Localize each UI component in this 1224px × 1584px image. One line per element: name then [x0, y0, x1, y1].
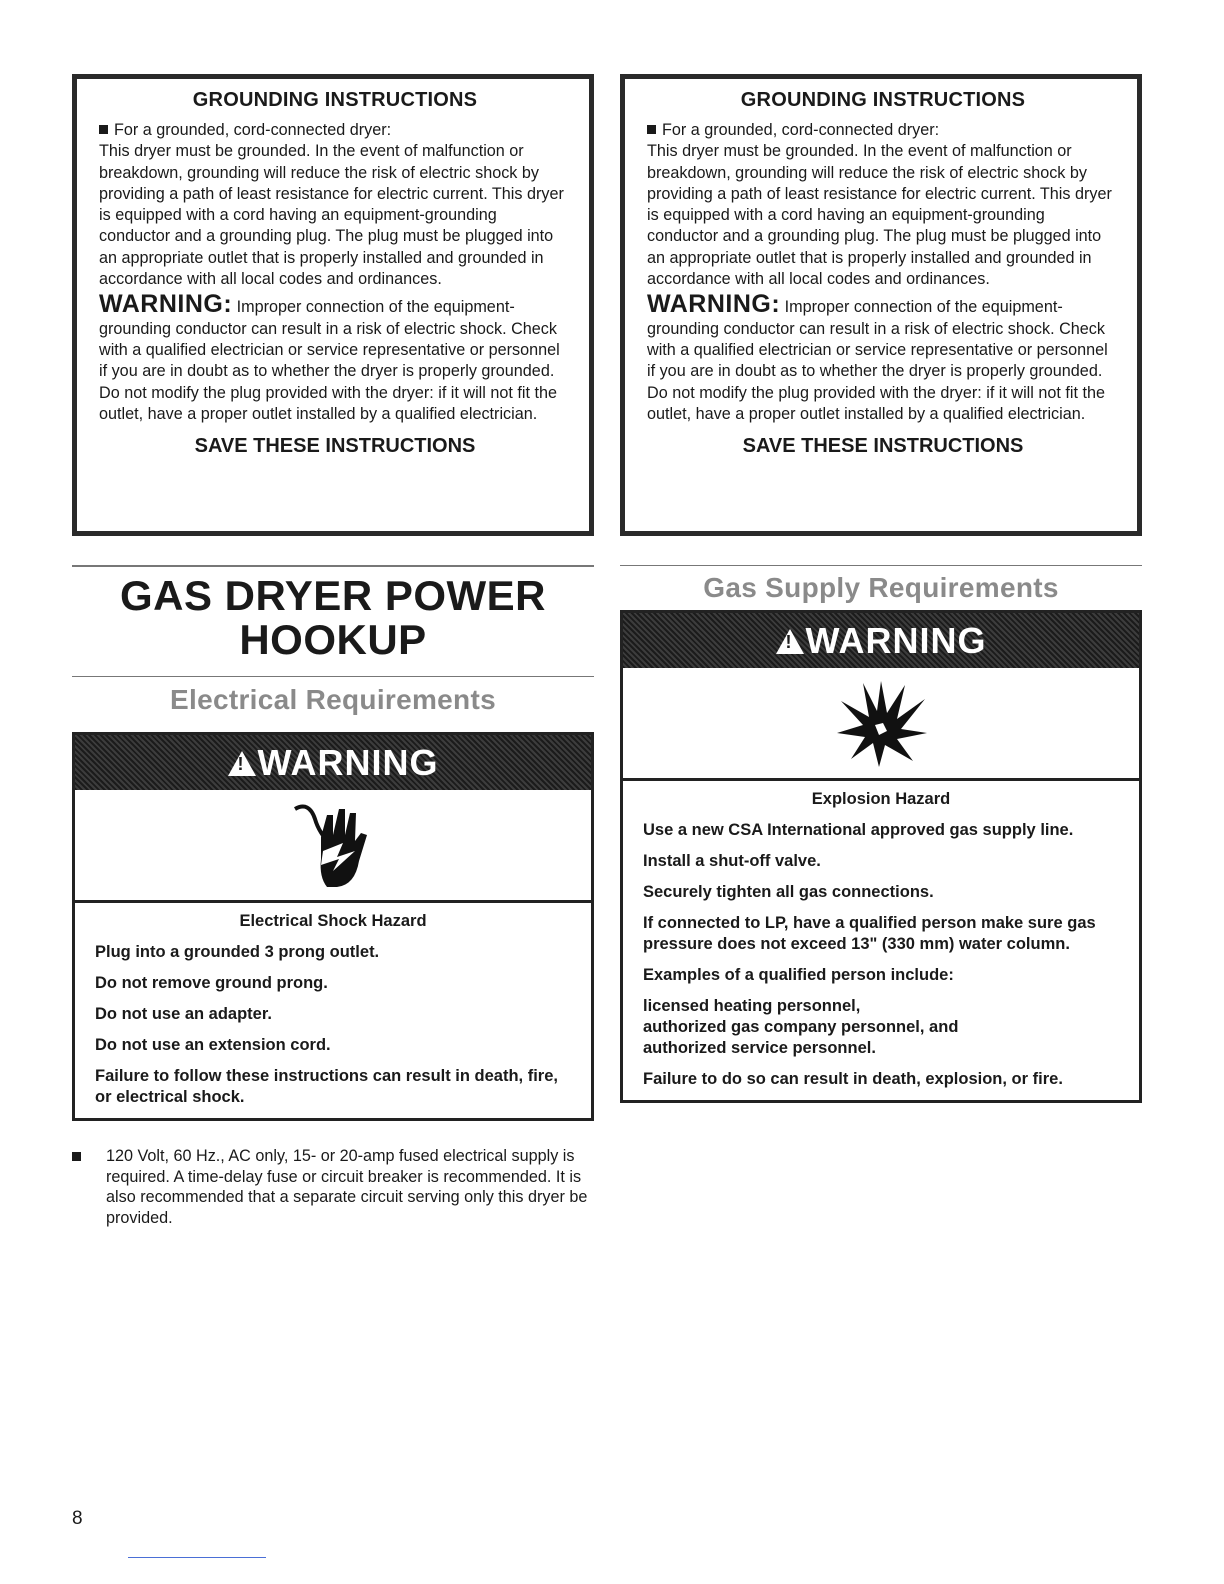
grounding-instructions-box-left [72, 74, 594, 536]
grounding-body: This dryer must be grounded. In the event of malfunction or breakdown, grounding will reduce the risk of electric shock by providing a path of least resistance for electric current. This dryer is equipped with a cord having an equipment-grounding conductor and a grounding plug. The plug must be plugged into an appropriate outlet that is properly installed and grounded in accordance with all local codes and ordinances. [99, 142, 564, 289]
warning-line: Failure to do so can result in death, explosion, or fire. [643, 1070, 1063, 1088]
warning-triangle-icon [228, 751, 256, 776]
warning-line: If connected to LP, have a qualified person make sure gas pressure does not exceed 13" (330 mm) water column. [643, 914, 1096, 953]
warning-line: Use a new CSA International approved gas supply line. [643, 821, 1074, 839]
warning-line: Do not use an extension cord. [95, 1036, 331, 1054]
warning-text: Improper connection of the equipment-grounding conductor can result in a risk of electric shock. Check with a qualified electrician or service representative or personnel if you are in doubt as to whether the dryer is properly grounded. Do not modify the plug provided with the dryer: if it will not fit the outlet, have a proper outlet installed by a qualified electrician. [647, 298, 1108, 423]
save-instructions: SAVE THESE INSTRUCTIONS [742, 435, 1024, 458]
warning-body [75, 903, 591, 1118]
explosion-icon [623, 668, 1139, 781]
warning-line: Do not use an adapter. [95, 1005, 272, 1023]
warning-label: WARNING: [647, 290, 781, 319]
page-title: GAS DRYER POWER HOOKUP [120, 572, 546, 663]
warning-text: Improper connection of the equipment-grounding conductor can result in a risk of electric shock. Check with a qualified electrician or service representative or personnel if you are in doubt as to whether the dryer is properly grounded. Do not modify the plug provided with the dryer: if it will not fit the outlet, have a proper outlet installed by a qualified electrician. [99, 298, 560, 423]
warning-banner: !WARNING [75, 735, 591, 790]
bullet-icon [647, 125, 656, 134]
warning-banner: !WARNING [623, 613, 1139, 668]
divider [72, 565, 594, 567]
hazard-title: Explosion Hazard [811, 790, 951, 808]
bullet-icon [99, 125, 108, 134]
gas-warning-box [620, 610, 1142, 1103]
warning-line: Failure to follow these instructions can result in death, fire, or electrical shock. [95, 1067, 558, 1106]
warning-triangle-icon [776, 629, 804, 654]
warning-line: Securely tighten all gas connections. [643, 883, 934, 901]
electrical-requirement: 120 Volt, 60 Hz., AC only, 15- or 20-amp fused electrical supply is required. A time-delay fuse or circuit breaker is recommended. It is also recommended that a separate circuit serving only this dryer be provided. [72, 1146, 602, 1228]
bullet-icon [72, 1152, 81, 1161]
divider [620, 565, 1142, 566]
electrical-warning-box [72, 732, 594, 1121]
warning-label: WARNING: [99, 290, 233, 319]
save-instructions: SAVE THESE INSTRUCTIONS [194, 435, 476, 458]
section-title-gas: Gas Supply Requirements [703, 572, 1059, 603]
grounding-bullet: For a grounded, cord-connected dryer: [114, 121, 392, 139]
footer-rule [128, 1557, 266, 1558]
warning-line: Plug into a grounded 3 prong outlet. [95, 943, 380, 961]
warning-line: Install a shut-off valve. [643, 852, 821, 870]
grounding-body: This dryer must be grounded. In the event of malfunction or breakdown, grounding will reduce the risk of electric shock by providing a path of least resistance for electric current. This dryer is equipped with a cord having an equipment-grounding conductor and a grounding plug. The plug must be plugged into an appropriate outlet that is properly installed and grounded in accordance with all local codes and ordinances. [647, 142, 1112, 289]
divider [72, 676, 594, 677]
electrical-shock-icon [75, 790, 591, 903]
hazard-title: Electrical Shock Hazard [239, 912, 427, 930]
page-number: 8 [72, 1508, 83, 1529]
grounding-title: GROUNDING INSTRUCTIONS [192, 89, 478, 111]
warning-line: Do not remove ground prong. [95, 974, 328, 992]
grounding-instructions-box-right [620, 74, 1142, 536]
grounding-title: GROUNDING INSTRUCTIONS [740, 89, 1026, 111]
warning-body [623, 781, 1139, 1100]
section-title-electrical: Electrical Requirements [170, 684, 496, 715]
qualified-persons: licensed heating personnel, authorized gas company personnel, and authorized service personnel. [643, 997, 959, 1057]
warning-line: Examples of a qualified person include: [643, 966, 954, 984]
grounding-bullet: For a grounded, cord-connected dryer: [662, 121, 940, 139]
